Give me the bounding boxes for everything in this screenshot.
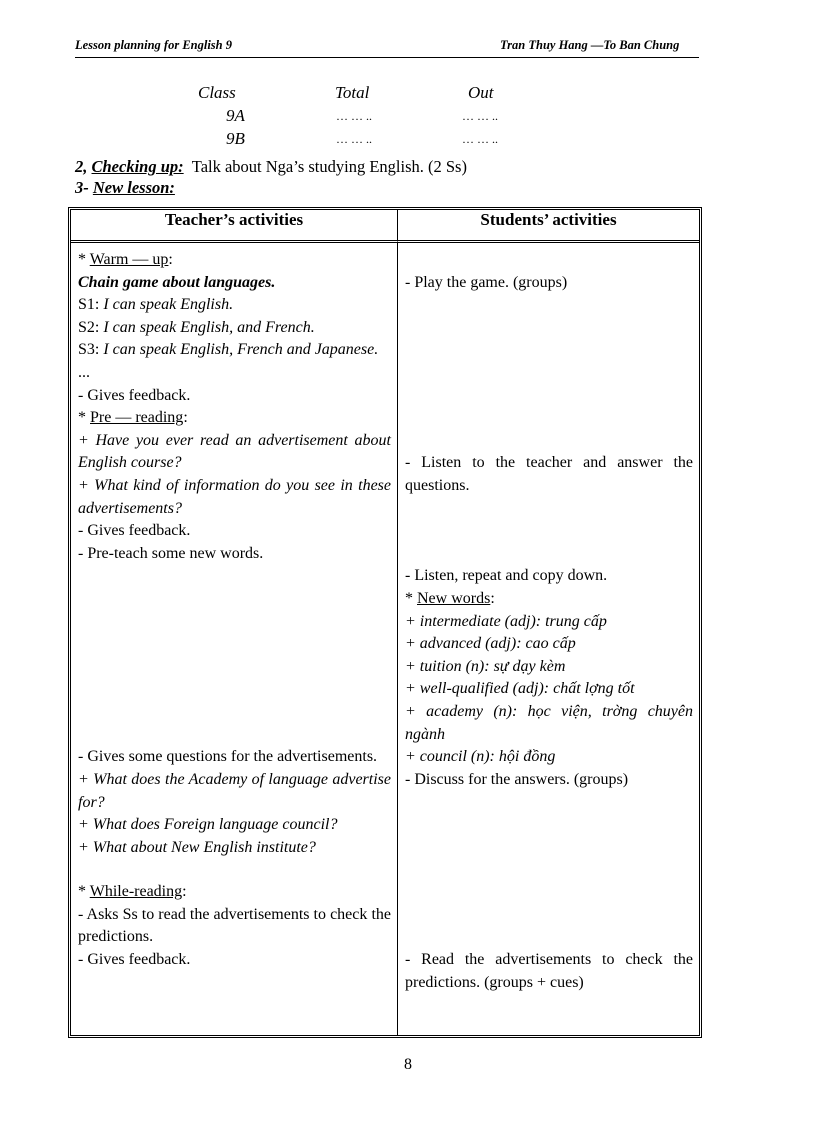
teacher-activities-cell — [71, 243, 398, 1035]
question-item: + What does Foreign language council? — [78, 816, 338, 834]
while-reading-heading — [78, 881, 391, 904]
speaker-label: S1: — [78, 296, 104, 314]
attendance-total: … … .. — [336, 109, 372, 123]
lesson-plan-table — [68, 207, 702, 1038]
attendance-col-out: Out — [468, 83, 494, 102]
new-lesson-line — [75, 178, 175, 198]
spacer — [405, 497, 693, 565]
student-step: - Listen, repeat and copy down. — [405, 567, 608, 585]
attendance-out: … … .. — [462, 109, 498, 123]
bullet-star: * — [405, 589, 417, 607]
feedback-step: - Gives feedback. — [78, 522, 191, 540]
colon: : — [182, 883, 187, 901]
attendance-class: 9B — [226, 129, 245, 148]
table-body-row — [71, 243, 699, 1035]
header-title: Lesson planning for English 9 — [75, 38, 232, 52]
header-author: Tran Thuy Hang —To Ban Chung — [500, 38, 680, 52]
spacer — [78, 859, 391, 881]
checking-up-label: Checking up: — [91, 157, 184, 176]
new-words-label: New words — [417, 589, 491, 607]
bullet-star: * — [78, 251, 90, 268]
asks-step: - Asks Ss to read the advertisements to check the predictions. — [78, 905, 391, 946]
colon: : — [490, 589, 495, 607]
attendance-class: 9A — [226, 106, 245, 125]
example-s1 — [78, 294, 391, 317]
spacer — [405, 791, 693, 949]
question-item: + What about New English institute? — [78, 838, 316, 856]
gives-questions-step: - Gives some questions for the advertisements. — [78, 748, 378, 766]
chain-game-title: Chain game about languages. — [78, 273, 276, 291]
student-step: - Read the advertisements to check the predictions. (groups + cues) — [405, 951, 693, 991]
pre-reading-label: Pre — reading — [90, 409, 184, 427]
checking-up-line — [75, 157, 467, 177]
pre-reading-heading — [78, 407, 391, 430]
new-lesson-number: 3- — [75, 178, 89, 197]
vocab-item: + council (n): hội đồng — [405, 748, 556, 766]
warm-up-label: Warm — up — [89, 251, 169, 268]
vocab-item: + tuition (n): sự dạy kèm — [405, 657, 566, 675]
student-step: - Play the game. (groups) — [405, 273, 568, 291]
bullet-star: * — [78, 883, 90, 901]
checking-up-number: 2, — [75, 157, 88, 176]
preteach-step: - Pre-teach some new words. — [78, 544, 264, 562]
header-rule — [75, 57, 699, 58]
speaker-label: S2: — [78, 318, 104, 336]
example-s3 — [78, 339, 391, 362]
new-words-heading — [405, 588, 693, 611]
vocab-item: + academy (n): học viện, trờng chuyên ngành — [405, 702, 693, 743]
student-step: - Discuss for the answers. (groups) — [405, 770, 629, 788]
spacer — [405, 249, 693, 272]
colon: : — [168, 251, 173, 268]
example-sentence: I can speak English. — [103, 296, 234, 314]
attendance-out: … … .. — [462, 132, 498, 146]
question-item: + Have you ever read an advertisement about English course? — [78, 431, 391, 472]
speaker-label: S3: — [78, 341, 104, 359]
vocab-item: + advanced (adj): cao cấp — [405, 635, 576, 653]
example-sentence: I can speak English, and French. — [103, 318, 315, 336]
attendance-total: … … .. — [336, 132, 372, 146]
feedback-step: - Gives feedback. — [78, 951, 191, 969]
bullet-star: * — [78, 409, 90, 427]
colon: : — [183, 409, 188, 427]
table-header-row — [71, 210, 699, 243]
attendance-col-total: Total — [335, 83, 370, 102]
attendance-col-class: Class — [198, 83, 236, 102]
teacher-activities-header: Teacher’s activities — [71, 210, 398, 243]
while-reading-label: While-reading — [89, 883, 183, 901]
question-item: + What does the Academy of language advertise for? — [78, 770, 391, 811]
students-activities-header: Students’ activities — [398, 210, 699, 243]
ellipsis: ... — [78, 363, 90, 381]
students-activities-cell — [398, 243, 699, 1035]
warm-up-heading — [78, 249, 391, 272]
question-item: + What kind of information do you see in these advertisements? — [78, 476, 391, 517]
spacer — [78, 565, 391, 746]
checking-up-text: Talk about Nga’s studying English. (2 Ss) — [191, 157, 467, 176]
student-step: - Listen to the teacher and answer the questions. — [405, 454, 693, 494]
example-sentence: I can speak English, French and Japanese. — [103, 341, 379, 359]
vocab-item: + intermediate (adj): trung cấp — [405, 612, 607, 630]
vocab-item: + well-qualified (adj): chất lợng tốt — [405, 680, 635, 698]
page-number: 8 — [404, 1056, 412, 1073]
new-lesson-label: New lesson: — [92, 178, 175, 197]
feedback-step: - Gives feedback. — [78, 386, 191, 404]
spacer — [405, 294, 693, 452]
example-s2 — [78, 317, 391, 340]
